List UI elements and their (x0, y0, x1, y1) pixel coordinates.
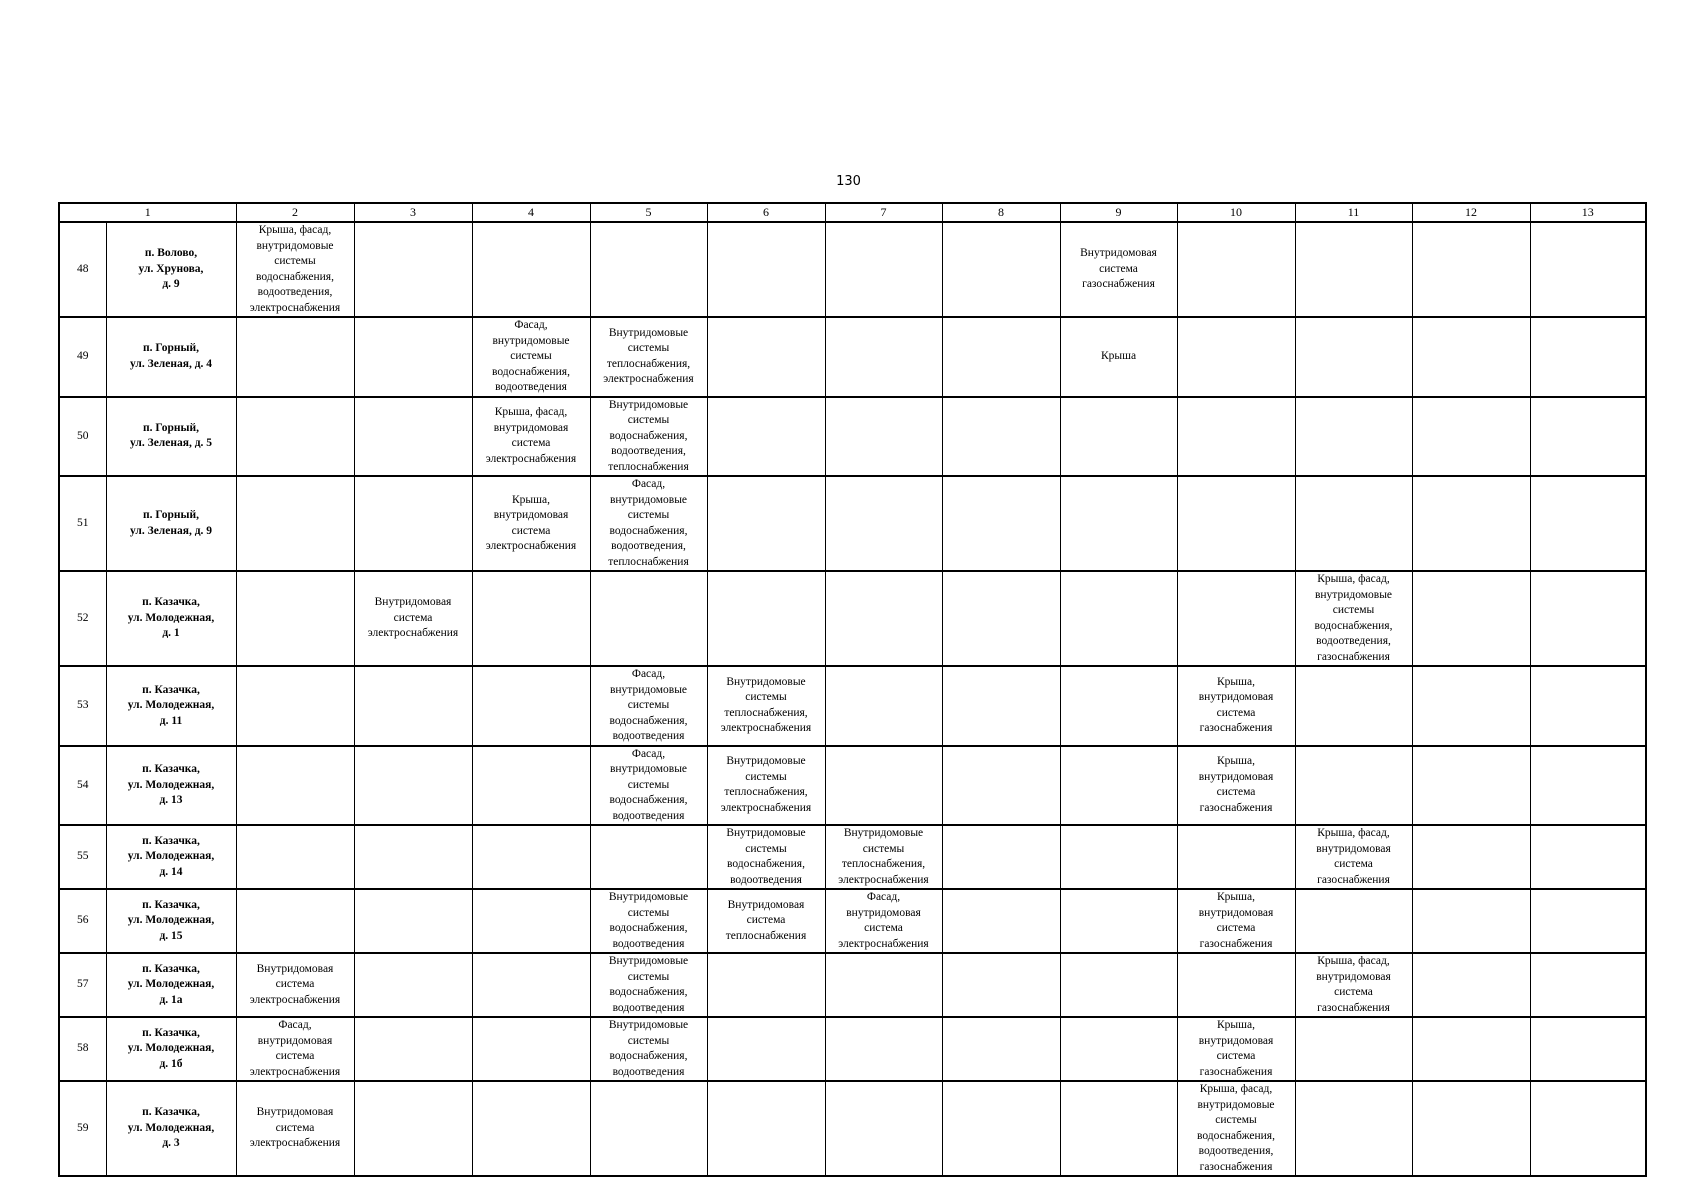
table-cell-col-10 (1177, 1017, 1295, 1081)
table-cell-col-2 (236, 222, 354, 317)
cell-text: Внутридомовые системы водоснабжения, водоотведения (608, 1019, 689, 1078)
table-cell-col-9 (1060, 397, 1177, 477)
table-cell-col-9 (1060, 571, 1177, 666)
table-cell-col-8 (942, 571, 1060, 666)
table-cell-col-12 (1412, 476, 1530, 571)
table-cell-col-9 (1060, 889, 1177, 953)
table-cell-col-13 (1530, 317, 1646, 397)
table-cell-col-10 (1177, 1081, 1295, 1176)
column-header-13: 13 (1530, 203, 1646, 222)
row-number: 58 (59, 1017, 106, 1081)
table-cell-col-7 (825, 317, 942, 397)
column-header-2: 2 (236, 203, 354, 222)
table-cell-col-5 (590, 476, 707, 571)
row-address: п. Казачка, ул. Молодежная, д. 1а (106, 953, 236, 1017)
table-cell-col-10 (1177, 571, 1295, 666)
table-cell-col-11 (1295, 1017, 1412, 1081)
column-header-1: 1 (59, 203, 236, 222)
row-address: п. Казачка, ул. Молодежная, д. 14 (106, 825, 236, 889)
table-cell-col-4 (472, 1081, 590, 1176)
table-cell-col-10 (1177, 666, 1295, 746)
column-header-6: 6 (707, 203, 825, 222)
table-cell-col-11 (1295, 476, 1412, 571)
row-address: п. Горный, ул. Зеленая, д. 4 (106, 317, 236, 397)
row-number: 54 (59, 746, 106, 826)
table-cell-col-12 (1412, 746, 1530, 826)
cell-text: Крыша, фасад, внутридомовая система газоснабжения (1316, 955, 1391, 1014)
cell-text: Крыша, внутридомовая система газоснабжения (1198, 891, 1274, 950)
table-cell-col-8 (942, 825, 1060, 889)
table-cell-col-4 (472, 825, 590, 889)
table-cell-col-10 (1177, 222, 1295, 317)
table-cell-col-7 (825, 1081, 942, 1176)
table-cell-col-12 (1412, 1081, 1530, 1176)
column-header-12: 12 (1412, 203, 1530, 222)
table-cell-col-7 (825, 397, 942, 477)
row-number: 56 (59, 889, 106, 953)
row-number: 49 (59, 317, 106, 397)
table-cell-col-6 (707, 953, 825, 1017)
row-number: 48 (59, 222, 106, 317)
cell-text: Фасад, внутридомовые системы водоснабжения, водоотведения, теплоснабжения (608, 478, 689, 568)
row-number: 59 (59, 1081, 106, 1176)
table-cell-col-6 (707, 222, 825, 317)
table-cell-col-4 (472, 746, 590, 826)
table-cell-col-8 (942, 1017, 1060, 1081)
table-cell-col-5 (590, 1081, 707, 1176)
cell-text: Внутридомовая система электроснабжения (249, 1106, 341, 1150)
cell-text: Внутридомовая система электроснабжения (367, 596, 459, 640)
table-cell-col-7 (825, 825, 942, 889)
table-cell-col-9 (1060, 1017, 1177, 1081)
row-address: п. Казачка, ул. Молодежная, д. 1 (106, 571, 236, 666)
table-cell-col-2 (236, 476, 354, 571)
table-cell-col-2 (236, 1081, 354, 1176)
table-cell-col-3 (354, 571, 472, 666)
table-cell-col-8 (942, 1081, 1060, 1176)
cell-text: Внутридомовые системы водоснабжения, водоотведения (608, 891, 689, 950)
table-cell-col-6 (707, 476, 825, 571)
cell-text: Внутридомовые системы водоснабжения, водоотведения (608, 955, 689, 1014)
table-cell-col-5 (590, 397, 707, 477)
table-cell-col-13 (1530, 222, 1646, 317)
table-cell-col-13 (1530, 889, 1646, 953)
table-cell-col-12 (1412, 825, 1530, 889)
cell-text: Внутридомовые системы водоснабжения, водоотведения, теплоснабжения (608, 398, 689, 473)
table-cell-col-10 (1177, 889, 1295, 953)
table-cell-col-3 (354, 1081, 472, 1176)
table-cell-col-11 (1295, 397, 1412, 477)
table-cell-col-3 (354, 222, 472, 317)
table-row (59, 889, 1646, 953)
cell-text: Крыша, фасад, внутридомовые системы водоснабжения, водоотведения, газоснабжения (1314, 573, 1393, 663)
table-cell-col-9 (1060, 317, 1177, 397)
cell-text: Фасад, внутридомовая система электроснабжения (249, 1019, 341, 1078)
table-cell-col-5 (590, 953, 707, 1017)
table-row (59, 1017, 1646, 1081)
table-cell-col-7 (825, 1017, 942, 1081)
cell-text: Фасад, внутридомовые системы водоснабжения, водоотведения (609, 747, 688, 822)
table-cell-col-12 (1412, 889, 1530, 953)
table-cell-col-2 (236, 1017, 354, 1081)
table-cell-col-13 (1530, 476, 1646, 571)
table-cell-col-7 (825, 222, 942, 317)
column-header-7: 7 (825, 203, 942, 222)
table-cell-col-13 (1530, 746, 1646, 826)
table-cell-col-2 (236, 953, 354, 1017)
row-number: 57 (59, 953, 106, 1017)
table-cell-col-4 (472, 476, 590, 571)
row-address: п. Горный, ул. Зеленая, д. 9 (106, 476, 236, 571)
table-cell-col-6 (707, 1017, 825, 1081)
table-cell-col-7 (825, 746, 942, 826)
table-cell-col-8 (942, 222, 1060, 317)
cell-text: Крыша, внутридомовая система газоснабжения (1198, 1019, 1274, 1078)
table-cell-col-3 (354, 746, 472, 826)
table-cell-col-2 (236, 825, 354, 889)
table-row (59, 666, 1646, 746)
table-cell-col-13 (1530, 397, 1646, 477)
row-number: 50 (59, 397, 106, 477)
table-row (59, 222, 1646, 317)
table-cell-col-8 (942, 476, 1060, 571)
table-cell-col-13 (1530, 825, 1646, 889)
column-header-4: 4 (472, 203, 590, 222)
table-cell-col-5 (590, 889, 707, 953)
cell-text: Внутридомовые системы водоснабжения, водоотведения (726, 827, 806, 886)
row-address: п. Волово, ул. Хрунова, д. 9 (106, 222, 236, 317)
cell-text: Внутридомовые системы теплоснабжения, электроснабжения (720, 675, 812, 735)
table-cell-col-10 (1177, 317, 1295, 397)
cell-text: Фасад, внутридомовые системы водоснабжения, водоотведения (609, 668, 688, 742)
table-cell-col-12 (1412, 571, 1530, 666)
table-cell-col-7 (825, 666, 942, 746)
table-cell-col-12 (1412, 222, 1530, 317)
cell-text: Крыша, фасад, внутридомовые системы водоснабжения, водоотведения, газоснабжения (1197, 1083, 1275, 1173)
table-cell-col-6 (707, 571, 825, 666)
table-cell-col-12 (1412, 1017, 1530, 1081)
table-cell-col-2 (236, 397, 354, 477)
table-row (59, 397, 1646, 477)
row-number: 51 (59, 476, 106, 571)
table-cell-col-10 (1177, 476, 1295, 571)
table-cell-col-9 (1060, 953, 1177, 1017)
table-row (59, 953, 1646, 1017)
table-cell-col-11 (1295, 222, 1412, 317)
cell-text: Внутридомовая система теплоснабжения (725, 898, 807, 942)
table-cell-col-11 (1295, 746, 1412, 826)
table-row (59, 317, 1646, 397)
cell-text: Фасад, внутридомовая система электроснабжения (838, 891, 929, 950)
table-cell-col-3 (354, 476, 472, 571)
table-cell-col-8 (942, 889, 1060, 953)
table-cell-col-9 (1060, 476, 1177, 571)
table-cell-col-12 (1412, 317, 1530, 397)
table-cell-col-8 (942, 666, 1060, 746)
table-cell-col-13 (1530, 666, 1646, 746)
row-address: п. Горный, ул. Зеленая, д. 5 (106, 397, 236, 477)
table-body (59, 222, 1646, 1176)
table-cell-col-6 (707, 397, 825, 477)
table-cell-col-13 (1530, 1017, 1646, 1081)
table-header (59, 203, 1646, 222)
column-header-9: 9 (1060, 203, 1177, 222)
cell-text: Фасад, внутридомовые системы водоснабжения, водоотведения (492, 319, 570, 393)
table-row (59, 476, 1646, 571)
table-row (59, 746, 1646, 826)
cell-text: Крыша, внутридомовая система электроснабжения (485, 493, 577, 552)
cell-text: Крыша, фасад, внутридомовая система электроснабжения (485, 406, 577, 465)
table-cell-col-2 (236, 317, 354, 397)
table-cell-col-12 (1412, 953, 1530, 1017)
table-cell-col-10 (1177, 397, 1295, 477)
table-cell-col-12 (1412, 666, 1530, 746)
table-cell-col-5 (590, 666, 707, 746)
column-header-11: 11 (1295, 203, 1412, 222)
cell-text: Внутридомовые системы теплоснабжения, электроснабжения (603, 326, 694, 386)
table-cell-col-13 (1530, 1081, 1646, 1176)
row-address: п. Казачка, ул. Молодежная, д. 13 (106, 746, 236, 826)
table-cell-col-4 (472, 889, 590, 953)
table-cell-col-2 (236, 571, 354, 666)
table-row (59, 825, 1646, 889)
table-cell-col-3 (354, 666, 472, 746)
table-cell-col-6 (707, 317, 825, 397)
table-cell-col-9 (1060, 666, 1177, 746)
cell-text: Крыша, фасад, внутридомовая система газоснабжения (1316, 827, 1391, 886)
repair-schedule-table (58, 202, 1647, 1177)
row-address: п. Казачка, ул. Молодежная, д. 11 (106, 666, 236, 746)
table-cell-col-11 (1295, 666, 1412, 746)
table-cell-col-4 (472, 1017, 590, 1081)
column-header-10: 10 (1177, 203, 1295, 222)
table-cell-col-5 (590, 825, 707, 889)
table-cell-col-13 (1530, 953, 1646, 1017)
row-number: 55 (59, 825, 106, 889)
row-number: 53 (59, 666, 106, 746)
cell-text: Крыша, внутридомовая система газоснабжения (1198, 755, 1274, 814)
table-cell-col-7 (825, 953, 942, 1017)
column-header-3: 3 (354, 203, 472, 222)
table-cell-col-9 (1060, 222, 1177, 317)
table-cell-col-3 (354, 889, 472, 953)
table-cell-col-10 (1177, 825, 1295, 889)
page-number: 130 (836, 174, 861, 189)
table-cell-col-4 (472, 317, 590, 397)
row-address: п. Казачка, ул. Молодежная, д. 15 (106, 889, 236, 953)
cell-text: Внутридомовые системы теплоснабжения, электроснабжения (838, 827, 929, 886)
table-cell-col-8 (942, 397, 1060, 477)
table-cell-col-6 (707, 889, 825, 953)
header-row (59, 203, 1646, 222)
table-cell-col-7 (825, 889, 942, 953)
column-header-8: 8 (942, 203, 1060, 222)
table-cell-col-6 (707, 666, 825, 746)
row-number: 52 (59, 571, 106, 666)
table-cell-col-11 (1295, 889, 1412, 953)
table-cell-col-6 (707, 825, 825, 889)
table-cell-col-9 (1060, 1081, 1177, 1176)
table-cell-col-11 (1295, 1081, 1412, 1176)
cell-text: Внутридомовая система электроснабжения (249, 962, 341, 1006)
cell-text: Внутридомовые системы теплоснабжения, электроснабжения (720, 755, 812, 814)
table-cell-col-3 (354, 317, 472, 397)
table-cell-col-12 (1412, 397, 1530, 477)
table-cell-col-7 (825, 476, 942, 571)
table-cell-col-10 (1177, 746, 1295, 826)
table-cell-col-4 (472, 222, 590, 317)
table-cell-col-2 (236, 746, 354, 826)
table-cell-col-9 (1060, 825, 1177, 889)
table-cell-col-5 (590, 571, 707, 666)
table-cell-col-5 (590, 222, 707, 317)
table-cell-col-3 (354, 825, 472, 889)
table-cell-col-8 (942, 317, 1060, 397)
table-cell-col-11 (1295, 953, 1412, 1017)
column-header-5: 5 (590, 203, 707, 222)
table-row (59, 1081, 1646, 1176)
table-cell-col-3 (354, 397, 472, 477)
table-cell-col-11 (1295, 825, 1412, 889)
cell-text: Крыша (1100, 350, 1137, 362)
table-cell-col-2 (236, 666, 354, 746)
table-cell-col-5 (590, 317, 707, 397)
table-cell-col-3 (354, 953, 472, 1017)
table-cell-col-7 (825, 571, 942, 666)
cell-text: Внутридомовая система газоснабжения (1080, 247, 1157, 291)
table-cell-col-11 (1295, 317, 1412, 397)
table-cell-col-8 (942, 953, 1060, 1017)
table-cell-col-2 (236, 889, 354, 953)
table-cell-col-13 (1530, 571, 1646, 666)
row-address: п. Казачка, ул. Молодежная, д. 3 (106, 1081, 236, 1176)
cell-text: Крыша, внутридомовая система газоснабжения (1198, 675, 1274, 735)
row-address: п. Казачка, ул. Молодежная, д. 1б (106, 1017, 236, 1081)
table-cell-col-4 (472, 666, 590, 746)
table-cell-col-8 (942, 746, 1060, 826)
table-row (59, 571, 1646, 666)
table-cell-col-6 (707, 1081, 825, 1176)
table-cell-col-3 (354, 1017, 472, 1081)
cell-text: Крыша, фасад, внутридомовые системы водоснабжения, водоотведения, электроснабжения (249, 224, 341, 314)
table-cell-col-9 (1060, 746, 1177, 826)
table-cell-col-4 (472, 397, 590, 477)
table-cell-col-11 (1295, 571, 1412, 666)
table-cell-col-6 (707, 746, 825, 826)
table-cell-col-5 (590, 1017, 707, 1081)
table-cell-col-4 (472, 953, 590, 1017)
table-cell-col-4 (472, 571, 590, 666)
table-cell-col-5 (590, 746, 707, 826)
table-cell-col-10 (1177, 953, 1295, 1017)
